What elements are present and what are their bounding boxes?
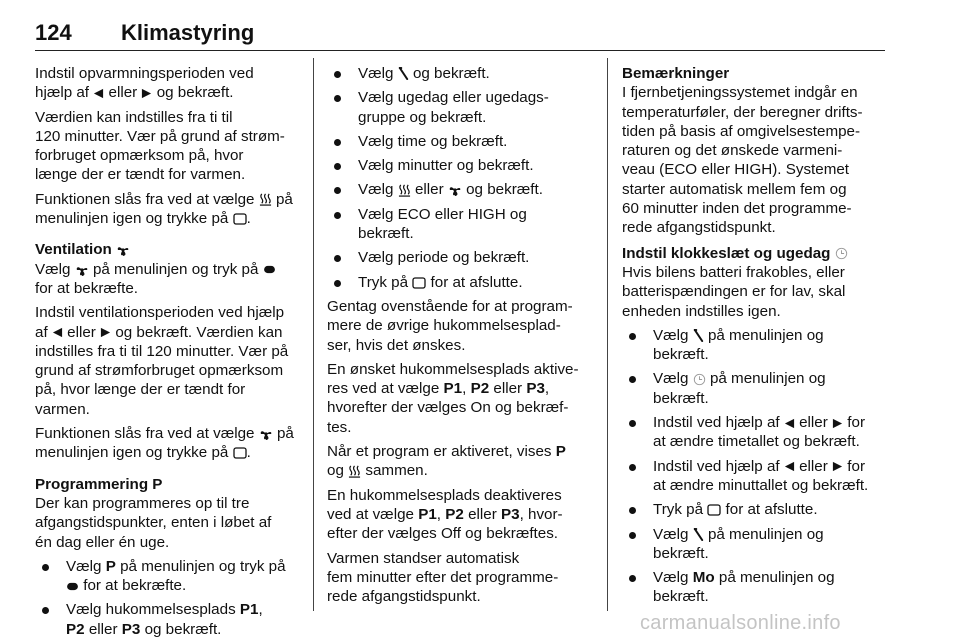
paragraph: Varmen standser automatisk fem minutter efter det programme- rede afgangstidspunkt. bbox=[327, 549, 559, 606]
fan-icon bbox=[448, 183, 462, 197]
column-divider bbox=[607, 58, 608, 611]
bullet bbox=[629, 507, 636, 514]
paragraph: Vælg på menulinjen og tryk på for at bekræfte. bbox=[35, 260, 307, 299]
bullet bbox=[334, 212, 341, 219]
clock-icon bbox=[835, 247, 848, 260]
bullet bbox=[334, 139, 341, 146]
bullet bbox=[629, 376, 636, 383]
heater-icon bbox=[398, 184, 411, 197]
paragraph: En ønsket hukommelsesplads aktive- res ved at vælge P1, P2 eller P3, hvorefter der vælges On og bekræf- tes. bbox=[327, 360, 579, 436]
paragraph: Der kan programmeres op til tre afgangstidspunkter, enten i løbet af én dag eller én uge. bbox=[35, 494, 272, 551]
wrench-icon bbox=[693, 528, 704, 541]
page-header bbox=[35, 18, 885, 51]
paragraph: Indstil opvarmningsperioden ved hjælp af eller og bekræft. bbox=[35, 65, 254, 102]
heater-icon bbox=[259, 193, 272, 206]
page-number: 124 bbox=[35, 20, 72, 45]
bullet bbox=[334, 187, 341, 194]
list-item: Vælg og bekræft. bbox=[327, 64, 592, 83]
column-3 bbox=[622, 64, 887, 612]
list-item: Vælg ugedag eller ugedags- gruppe og bekræft. bbox=[327, 88, 592, 127]
bullet bbox=[629, 420, 636, 427]
bullet bbox=[334, 71, 341, 78]
list-item: Vælg på menulinjen og bekræft. bbox=[622, 525, 887, 564]
list-item: Vælg eller og bekræft. bbox=[327, 180, 592, 199]
paragraph: En hukommelsesplads deaktiveres ved at vælge P1, P2 eller P3, hvor- efter der vælges Off og bekræftes. bbox=[327, 486, 563, 543]
list-item: Vælg ECO eller HIGH og bekræft. bbox=[327, 205, 592, 244]
list-item: Vælg hukommelsesplads P1, P2 eller P3 og bekræft. bbox=[35, 600, 307, 639]
list-item: Tryk på for at afslutte. bbox=[327, 273, 592, 292]
fan-icon bbox=[75, 263, 89, 277]
box-button-icon bbox=[707, 504, 721, 516]
arrow-right-icon bbox=[141, 88, 152, 99]
list-item: Vælg Mo på menulinjen og bekræft. bbox=[622, 568, 887, 607]
fan-icon bbox=[116, 243, 130, 257]
paragraph: Gentag ovenstående for at program- mere de øvrige hukommelsesplad- ser, hvis det ønskes. bbox=[327, 297, 573, 354]
paragraph: Værdien kan indstilles fra ti til 120 minutter. Vær på grund af strøm- forbruget opmærksom på, hvor længe der er tændt for varmen. bbox=[35, 108, 285, 184]
arrow-left-icon bbox=[93, 88, 104, 99]
bullet bbox=[334, 255, 341, 262]
box-button-icon bbox=[233, 213, 247, 225]
paragraph: Funktionen slås fra ved at vælge på menulinjen igen og trykke på . bbox=[35, 425, 294, 462]
arrow-left-icon bbox=[52, 327, 63, 338]
bullet bbox=[334, 95, 341, 102]
box-button-icon bbox=[412, 277, 426, 289]
paragraph: Hvis bilens batteri frakobles, eller batterispændingen er for lav, skal enheden indstilles igen. bbox=[622, 263, 846, 320]
page-title: Klimastyring bbox=[121, 20, 255, 45]
section-heading-ventilation: Ventilation bbox=[35, 240, 307, 259]
paragraph: Indstil ventilationsperioden ved hjælp af eller og bekræft. Værdien kan indstilles fra ti til 120 minutter. Vær på grund af strømforbruget opmærksom på, hvor længe der er tændt for varmen. bbox=[35, 304, 289, 418]
list-item: Vælg minutter og bekræft. bbox=[327, 156, 592, 175]
list-item: Vælg P på menulinjen og tryk på for at bekræfte. bbox=[35, 557, 307, 596]
paragraph: Funktionen slås fra ved at vælge på menulinjen igen og trykke på . bbox=[35, 190, 293, 228]
wrench-icon bbox=[398, 67, 409, 80]
list-item: Vælg periode og bekræft. bbox=[327, 248, 592, 267]
note-heading: Bemærkninger bbox=[622, 65, 730, 82]
arrow-right-icon bbox=[832, 418, 843, 429]
arrow-right-icon bbox=[832, 461, 843, 472]
section-heading-programming: Programmering P bbox=[35, 475, 163, 493]
note-text: I fjernbetjeningssystemet indgår en temperaturføler, der beregner drifts- tiden på basis af omgivelsestempe- raturen og det ønskede varmeni- veau (ECO eller HIGH). Systemet starter automatisk mellem fem og 60 minutter inden det programme- rede afgangstidspunkt. bbox=[622, 84, 863, 237]
list-item: Tryk på for at afslutte. bbox=[622, 500, 887, 519]
arrow-right-icon bbox=[100, 327, 111, 338]
bullet bbox=[629, 464, 636, 471]
bullet bbox=[42, 564, 49, 571]
confirm-button-icon bbox=[66, 582, 79, 591]
column-2 bbox=[327, 64, 592, 611]
list-item: Indstil ved hjælp af eller for at ændre timetallet og bekræft. bbox=[622, 413, 887, 452]
box-button-icon bbox=[233, 447, 247, 459]
bullet bbox=[42, 607, 49, 614]
list-item: Vælg time og bekræft. bbox=[327, 132, 592, 151]
bullet bbox=[334, 163, 341, 170]
heater-icon bbox=[348, 465, 361, 478]
column-divider bbox=[313, 58, 314, 611]
arrow-left-icon bbox=[784, 418, 795, 429]
arrow-left-icon bbox=[784, 461, 795, 472]
bullet bbox=[629, 575, 636, 582]
column-1 bbox=[35, 64, 307, 644]
clock-icon bbox=[693, 373, 706, 386]
wrench-icon bbox=[693, 329, 704, 342]
list-item: Vælg på menulinjen og bekræft. bbox=[622, 326, 887, 365]
paragraph: Når et program er aktiveret, vises P og sammen. bbox=[327, 443, 566, 480]
section-heading-clock: Indstil klokkeslæt og ugedag bbox=[622, 244, 887, 263]
fan-icon bbox=[259, 427, 273, 441]
list-item: Indstil ved hjælp af eller for at ændre minuttallet og bekræft. bbox=[622, 457, 887, 496]
watermark: carmanualsonline.info bbox=[640, 612, 841, 634]
bullet bbox=[629, 532, 636, 539]
bullet bbox=[629, 333, 636, 340]
bullet bbox=[334, 280, 341, 287]
list-item: Vælg på menulinjen og bekræft. bbox=[622, 369, 887, 408]
confirm-button-icon bbox=[263, 265, 276, 274]
